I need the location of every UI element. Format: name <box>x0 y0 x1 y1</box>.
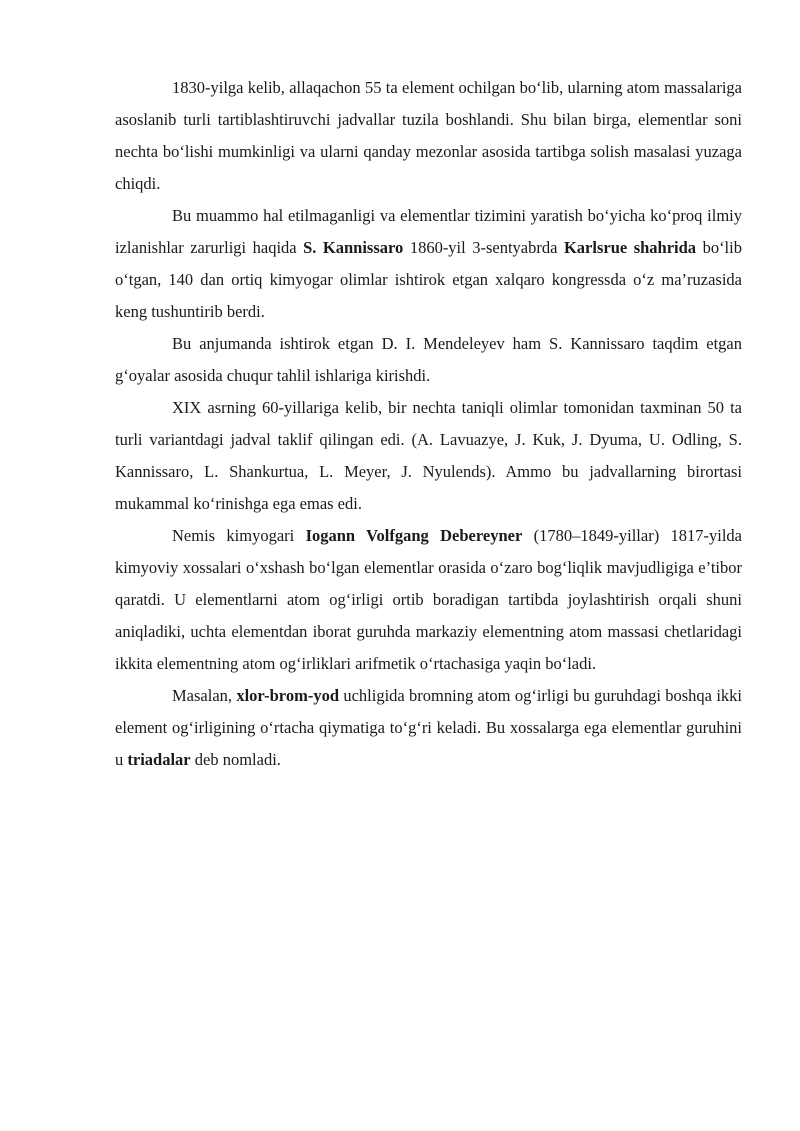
paragraph-text: bo‘lib o‘tgan, 140 dan ortiq kimyogar olimlar ishtirok etgan xalqaro kongressda o‘z ma’ruzasida keng tushuntirib berdi. <box>115 238 742 321</box>
document-page <box>115 72 742 776</box>
paragraph-4 <box>115 392 742 520</box>
paragraph-text: deb nomladi. <box>190 750 281 769</box>
paragraph-text: Nemis kimyogari <box>172 526 306 545</box>
paragraph-2 <box>115 200 742 328</box>
paragraph-5 <box>115 520 742 680</box>
bold-place-karlsrue: Karlsrue shahrida <box>563 238 697 257</box>
paragraph-text: 1860-yil 3-sentyabrda <box>403 238 564 257</box>
paragraph-6 <box>115 680 742 776</box>
bold-name-debereyner: Iogann Volfgang Debereyner <box>305 526 523 545</box>
paragraph-text: Masalan, <box>172 686 237 705</box>
paragraph-text: 1830-yilga kelib, allaqachon 55 ta element ochilgan bo‘lib, ularning atom massalariga asoslanib turli tartiblashtiruvchi jadvallar tuzila boshlandi. Shu bilan birga, elementlar soni nechta bo‘lishi mumkinligi va ularni qanday mezonlar asosida tartibga solish masalasi yuzaga chiqdi. <box>115 78 742 193</box>
bold-term-xlor-brom-yod: xlor-brom-yod <box>236 686 340 705</box>
bold-term-triadalar: triadalar <box>127 750 191 769</box>
paragraph-text: XIX asrning 60-yillariga kelib, bir nechta taniqli olimlar tomonidan taxminan 50 ta turli variantdagi jadval taklif qilingan edi. (A. Lavuazye, J. Kuk, J. Dyuma, U. Odling, S. Kannissaro, L. Shankurtua, L. Meyer, J. Nyulends). Ammo bu jadvallarning birortasi mukammal ko‘rinishga ega emas edi. <box>115 398 742 513</box>
paragraph-text: Bu anjumanda ishtirok etgan D. I. Mendeleyev ham S. Kannissaro taqdim etgan g‘oyalar asosida chuqur tahlil ishlariga kirishdi. <box>115 334 742 385</box>
paragraph-3 <box>115 328 742 392</box>
paragraph-text: Bu muammo hal etilmaganligi va elementlar tizimini yaratish bo‘yicha ko‘proq ilmiy izlanishlar zarurligi haqida <box>115 206 742 257</box>
paragraph-text: (1780–1849-yillar) 1817-yilda kimyoviy xossalari o‘xshash bo‘lgan elementlar orasida o‘zaro bog‘liqlik mavjudligiga e’tibor qaratdi. U elementlarni atom og‘irligi ortib boradigan tartibda joylashtirish orqali shuni aniqladiki, uchta elementdan iborat guruhda markaziy elementning atom massasi chetlaridagi ikkita elementning atom og‘irliklari arifmetik o‘rtachasiga yaqin bo‘ladi. <box>115 526 743 673</box>
bold-name-kannissaro: S. Kannissaro <box>303 238 404 257</box>
paragraph-1 <box>115 72 742 200</box>
paragraph-text: uchligida bromning atom og‘irligi bu guruhdagi boshqa ikki element og‘irligining o‘rtacha qiymatiga to‘g‘ri keladi. Bu xossalarga ega elementlar guruhini u <box>115 686 742 769</box>
